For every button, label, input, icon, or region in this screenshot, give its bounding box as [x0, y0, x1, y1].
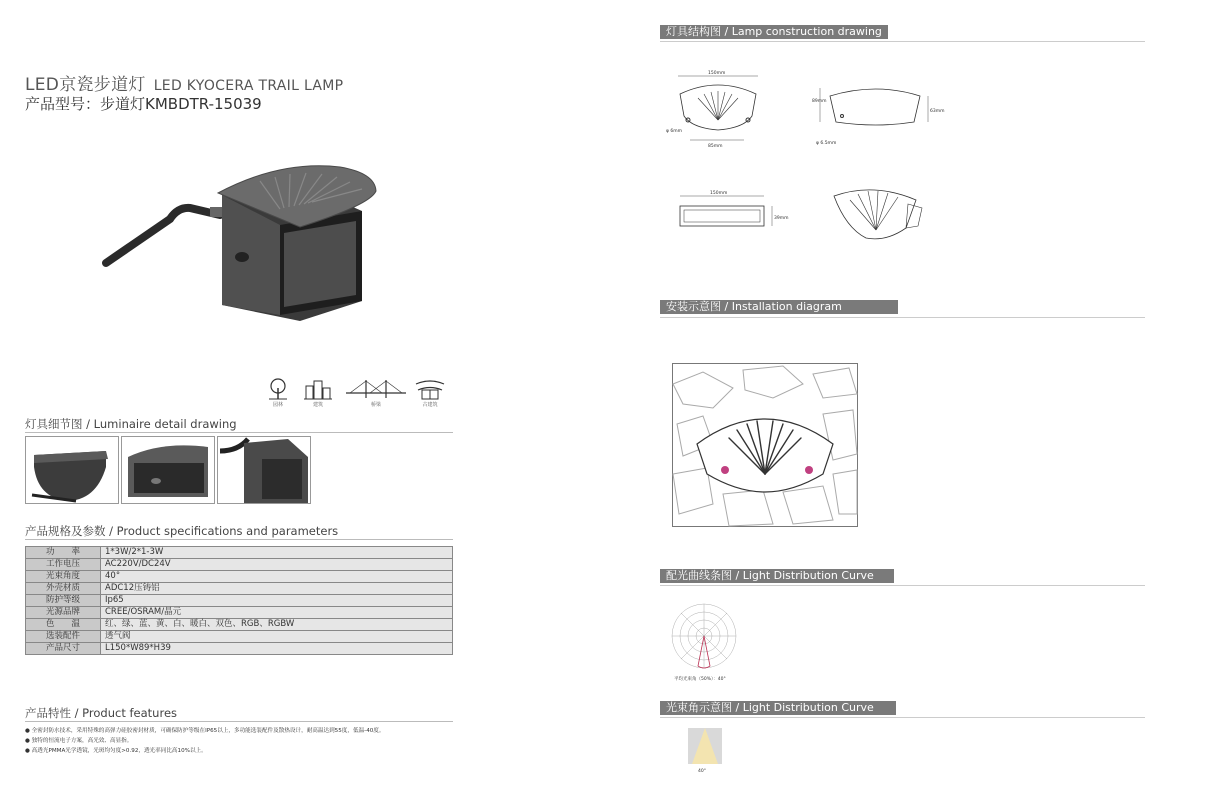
mounting-screw-icon: [805, 466, 813, 474]
spec-value: L150*W89*H39: [101, 643, 453, 655]
section-heading-specs: 产品规格及参数 / Product specifications and parameters: [25, 524, 339, 538]
divider: [660, 717, 1145, 718]
installation-diagram: [672, 363, 858, 527]
application-label: 古建筑: [422, 402, 438, 408]
spec-key: 光束角度: [26, 571, 101, 583]
perspective-view-drawing: [826, 180, 926, 244]
spec-key: 光源品牌: [26, 607, 101, 619]
bridge-icon: [344, 378, 408, 400]
section-heading-distribution: 配光曲线条图 / Light Distribution Curve: [660, 569, 894, 583]
feature-item: ● 高透光PMMA光学透镜，光斑均匀度>0.92，透光率同比高10%以上。: [25, 748, 207, 754]
section-heading-detail: 灯具细节图 / Luminaire detail drawing: [25, 417, 237, 431]
dim-side-hole: φ 6.5mm: [816, 141, 837, 146]
application-park: [258, 378, 298, 412]
table-row: [26, 559, 453, 571]
beam-angle-label: 40°: [698, 769, 706, 774]
detail-thumbnail: [217, 436, 311, 504]
spec-key: 工作电压: [26, 559, 101, 571]
polar-distribution-chart: [664, 600, 754, 684]
front-view-drawing: [664, 66, 774, 152]
divider: [25, 721, 453, 722]
table-row: [26, 571, 453, 583]
spec-value: 1*3W/2*1-3W: [101, 547, 453, 559]
application-label: 园林: [272, 402, 283, 408]
spec-key: 选装配件: [26, 631, 101, 643]
dim-hole: φ 6mm: [666, 129, 683, 134]
divider: [660, 41, 1145, 42]
table-row: [26, 583, 453, 595]
table-row: [26, 607, 453, 619]
beam-angle-diagram: [686, 726, 726, 774]
table-row: [26, 595, 453, 607]
feature-item: ● 独特的恒流电子方案，高光效、高显指。: [25, 738, 133, 744]
section-heading-installation: 安装示意图 / Installation diagram: [660, 300, 898, 314]
table-row: [26, 547, 453, 559]
dim-bottom-width: 85mm: [708, 144, 723, 149]
divider: [25, 539, 453, 540]
mounting-screw-icon: [721, 466, 729, 474]
spec-table: [25, 546, 453, 655]
application-label: 桥梁: [370, 402, 381, 408]
application-building: [298, 378, 338, 412]
side-view-drawing: [810, 78, 945, 152]
spec-key: 色 温: [26, 619, 101, 631]
spec-value: Ip65: [101, 595, 453, 607]
product-model: 产品型号：步道灯KMBDTR-15039: [25, 95, 262, 113]
dim-bottom-height: 39mm: [774, 216, 789, 221]
divider: [660, 317, 1145, 318]
detail-thumbnail: [121, 436, 215, 504]
product-photo: [70, 115, 450, 345]
application-bridge: [344, 378, 408, 412]
feature-list: [25, 726, 385, 756]
application-icons: [258, 378, 454, 412]
tree-icon: [266, 378, 290, 400]
dim-bottom-length: 150mm: [710, 191, 728, 196]
table-row: [26, 631, 453, 643]
table-row: [26, 643, 453, 655]
spec-key: 产品尺寸: [26, 643, 101, 655]
pagoda-icon: [414, 378, 446, 400]
product-title-cn: LED京瓷步道灯: [25, 75, 146, 95]
spec-value: 透气阀: [101, 631, 453, 643]
dim-side-height: 89mm: [812, 99, 827, 104]
distribution-caption: 平均光束角（50%）：40°: [674, 677, 726, 682]
spec-value: ADC12压铸铝: [101, 583, 453, 595]
spec-key: 外壳材质: [26, 583, 101, 595]
dim-top-width: 150mm: [708, 71, 726, 76]
application-ancient-building: [410, 378, 450, 412]
spec-value: 红、绿、蓝、黄、白、暖白、双色、RGB、RGBW: [101, 619, 453, 631]
spec-value: 40°: [101, 571, 453, 583]
bottom-view-drawing: [672, 186, 792, 238]
divider: [660, 585, 1145, 586]
section-heading-features: 产品特性 / Product features: [25, 706, 178, 720]
spec-key: 功 率: [26, 547, 101, 559]
table-row: [26, 619, 453, 631]
detail-thumbnail: [25, 436, 119, 504]
spec-value: CREE/OSRAM/晶元: [101, 607, 453, 619]
spec-value: AC220V/DC24V: [101, 559, 453, 571]
dim-side-depth: 63mm: [930, 109, 945, 114]
product-title-en: LED KYOCERA TRAIL LAMP: [153, 78, 344, 94]
section-heading-beam: 光束角示意图 / Light Distribution Curve: [660, 701, 896, 715]
section-heading-construction: 灯具结构图 / Lamp construction drawing: [660, 25, 888, 39]
application-label: 建筑: [312, 402, 323, 408]
spec-key: 防护等级: [26, 595, 101, 607]
product-title: [25, 70, 343, 95]
divider: [25, 432, 453, 433]
building-icon: [303, 378, 333, 400]
feature-item: ● 全密封防水技术，采用特殊的高弹力硅胶密封材质，可确保防护等级在IP65以上，多功能选装配件及散热设计，耐高温达到55度，低温-40度。: [25, 728, 385, 734]
